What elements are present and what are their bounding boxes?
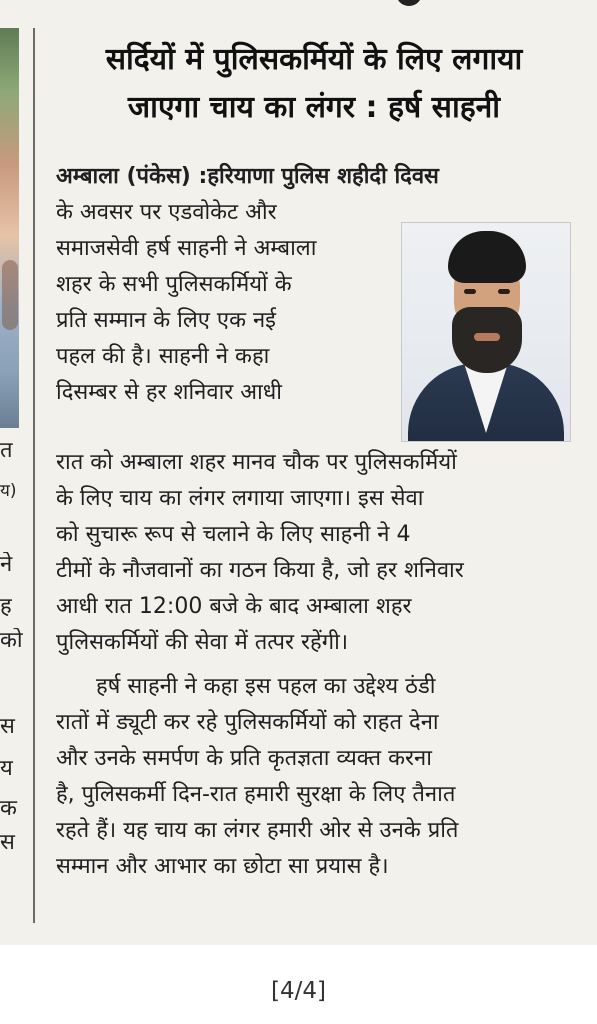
- left-column-fragment: य): [0, 481, 17, 501]
- dateline-paragraph-start: अम्बाला (पंकेस) :हरियाणा पुलिस शहीदी दिवस: [56, 164, 439, 189]
- page-indicator: [4/4]: [271, 978, 326, 1004]
- column-rule: [33, 28, 35, 923]
- body-line: आधी रात 12:00 बजे के बाद अम्बाला शहर: [56, 594, 412, 619]
- left-column-fragment: स: [0, 714, 15, 739]
- body-line: सम्मान और आभार का छोटा सा प्रयास है।: [56, 854, 389, 879]
- body-line: और उनके समर्पण के प्रति कृतज्ञता व्यक्त करना: [56, 746, 432, 771]
- eye-shape: [498, 289, 510, 294]
- cropped-left-column: [0, 438, 28, 878]
- body-line: दिसम्बर से हर शनिवार आधी: [56, 380, 282, 405]
- left-column-fragment: स: [0, 830, 15, 855]
- cropped-left-photo: [0, 28, 19, 428]
- cropped-character-fragment: [396, 0, 422, 6]
- left-column-fragment: ह: [0, 594, 12, 619]
- body-line: प्रति सम्मान के लिए एक नई: [56, 308, 276, 333]
- headline-line-2: जाएगा चाय का लंगर : हर्ष साहनी: [127, 90, 501, 125]
- left-column-fragment: ने: [0, 552, 13, 577]
- body-line: समाजसेवी हर्ष साहनी ने अम्बाला: [56, 236, 317, 261]
- article-headline: [44, 36, 584, 132]
- left-column-fragment: को: [0, 628, 23, 653]
- body-line: रातों में ड्यूटी कर रहे पुलिसकर्मियों को राहत देना: [56, 710, 439, 735]
- eye-shape: [464, 289, 476, 294]
- person-photo: [401, 222, 571, 442]
- body-line: के लिए चाय का लंगर लगाया जाएगा। इस सेवा: [56, 486, 424, 511]
- body-line: है, पुलिसकर्मी दिन-रात हमारी सुरक्षा के लिए तैनात: [56, 782, 456, 807]
- body-line: रहते हैं। यह चाय का लंगर हमारी ओर से उनके प्रति: [56, 818, 459, 843]
- left-column-fragment: य: [0, 756, 13, 781]
- headline-line-1: सर्दियों में पुलिसकर्मियों के लिए लगाया: [105, 42, 523, 77]
- body-line: पहल की है। साहनी ने कहा: [56, 344, 270, 369]
- body-line: के अवसर पर एडवोकेट और: [56, 200, 277, 225]
- left-column-fragment: क: [0, 796, 17, 821]
- body-line: टीमों के नौजवानों का गठन किया है, जो हर शनिवार: [56, 558, 464, 583]
- body-line: रात को अम्बाला शहर मानव चौक पर पुलिसकर्मियों: [56, 450, 457, 475]
- body-line: शहर के सभी पुलिसकर्मियों के: [56, 272, 292, 297]
- left-column-fragment: त: [0, 438, 13, 463]
- paragraph-2-start: हर्ष साहनी ने कहा इस पहल का उद्देश्य ठंडी: [96, 674, 436, 699]
- mouth-shape: [474, 333, 500, 341]
- body-line: को सुचारू रूप से चलाने के लिए साहनी ने 4: [56, 522, 411, 547]
- body-line: पुलिसकर्मियों की सेवा में तत्पर रहेंगी।: [56, 630, 349, 655]
